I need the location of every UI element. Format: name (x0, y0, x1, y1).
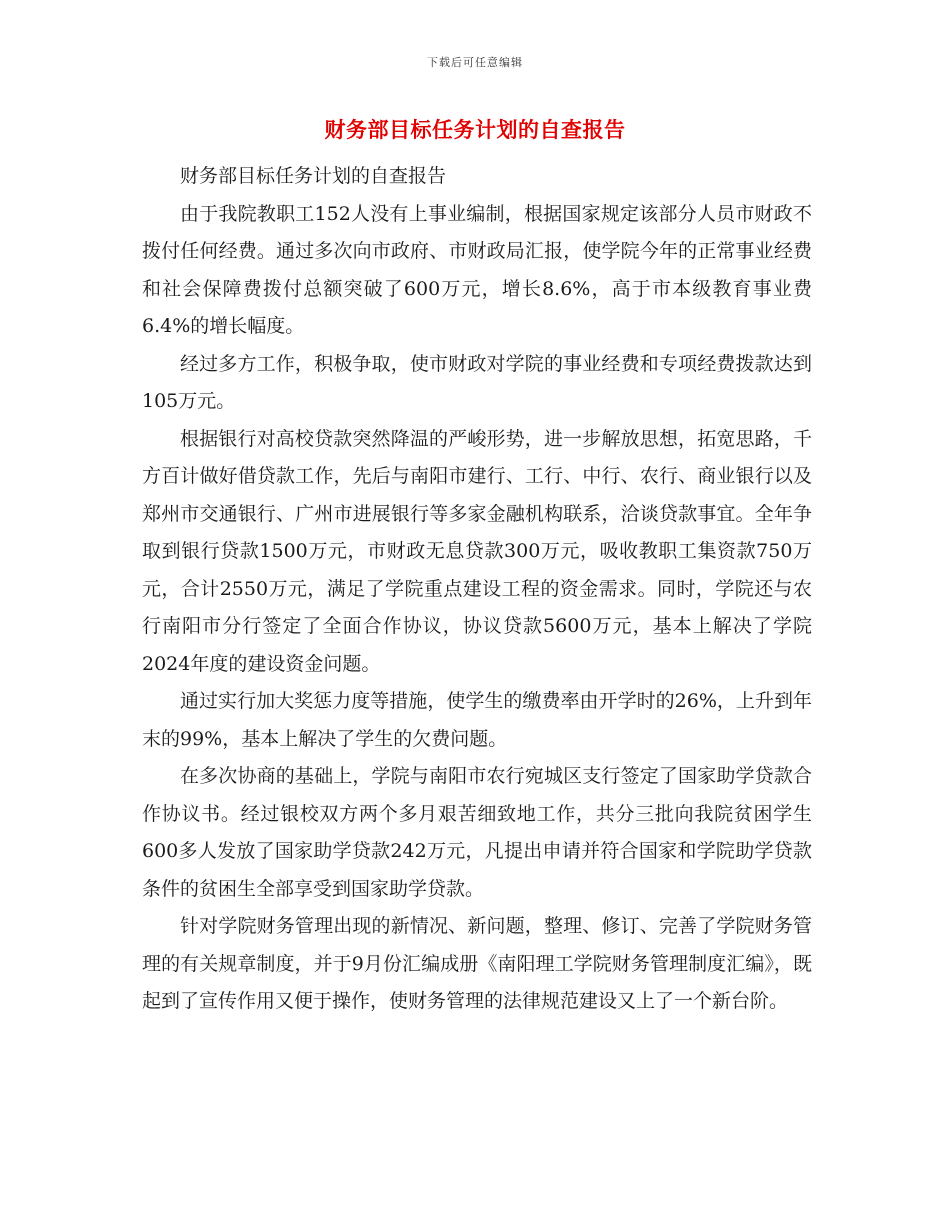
document-body (142, 158, 812, 1021)
paragraph: 在多次协商的基础上，学院与南阳市农行宛城区支行签定了国家助学贷款合作协议书。经过银校双方两个多月艰苦细致地工作，共分三批向我院贫困学生600多人发放了国家助学贷款242万元，凡提出申请并符合国家和学院助学贷款条件的贫困生全部享受到国家助学贷款。 (142, 765, 812, 900)
paragraph: 由于我院教职工152人没有上事业编制，根据国家规定该部分人员市财政不拨付任何经费。通过多次向市政府、市财政局汇报，使学院今年的正常事业经费和社会保障费拨付总额突破了600万元，增长8.6%，高于市本级教育事业费6.4%的增长幅度。 (142, 202, 812, 337)
paragraph: 通过实行加大奖惩力度等措施，使学生的缴费率由开学时的26%，上升到年末的99%，基本上解决了学生的欠费问题。 (142, 690, 812, 750)
paragraph: 经过多方工作，积极争取，使市财政对学院的事业经费和专项经费拨款达到105万元。 (142, 352, 812, 412)
header-note: 下载后可任意编辑 (427, 56, 523, 69)
paragraph-subtitle: 财务部目标任务计划的自查报告 (180, 165, 447, 187)
document-title: 财务部目标任务计划的自查报告 (324, 117, 626, 142)
paragraph: 根据银行对高校贷款突然降温的严峻形势，进一步解放思想，拓宽思路，千方百计做好借贷款工作，先后与南阳市建行、工行、中行、农行、商业银行以及郑州市交通银行、广州市进展银行等多家金融机构联系，洽谈贷款事宜。全年争取到银行贷款1500万元，市财政无息贷款300万元，吸收教职工集资款750万元，合计2550万元，满足了学院重点建设工程的资金需求。同时，学院还与农行南阳市分行签定了全面合作协议，协议贷款5600万元，基本上解决了学院2024年度的建设资金问题。 (142, 427, 812, 675)
paragraph: 针对学院财务管理出现的新情况、新问题，整理、修订、完善了学院财务管理的有关规章制度，并于9月份汇编成册《南阳理工学院财务管理制度汇编》，既起到了宣传作用又便于操作，使财务管理的法律规范建设又上了一个新台阶。 (142, 915, 812, 1012)
